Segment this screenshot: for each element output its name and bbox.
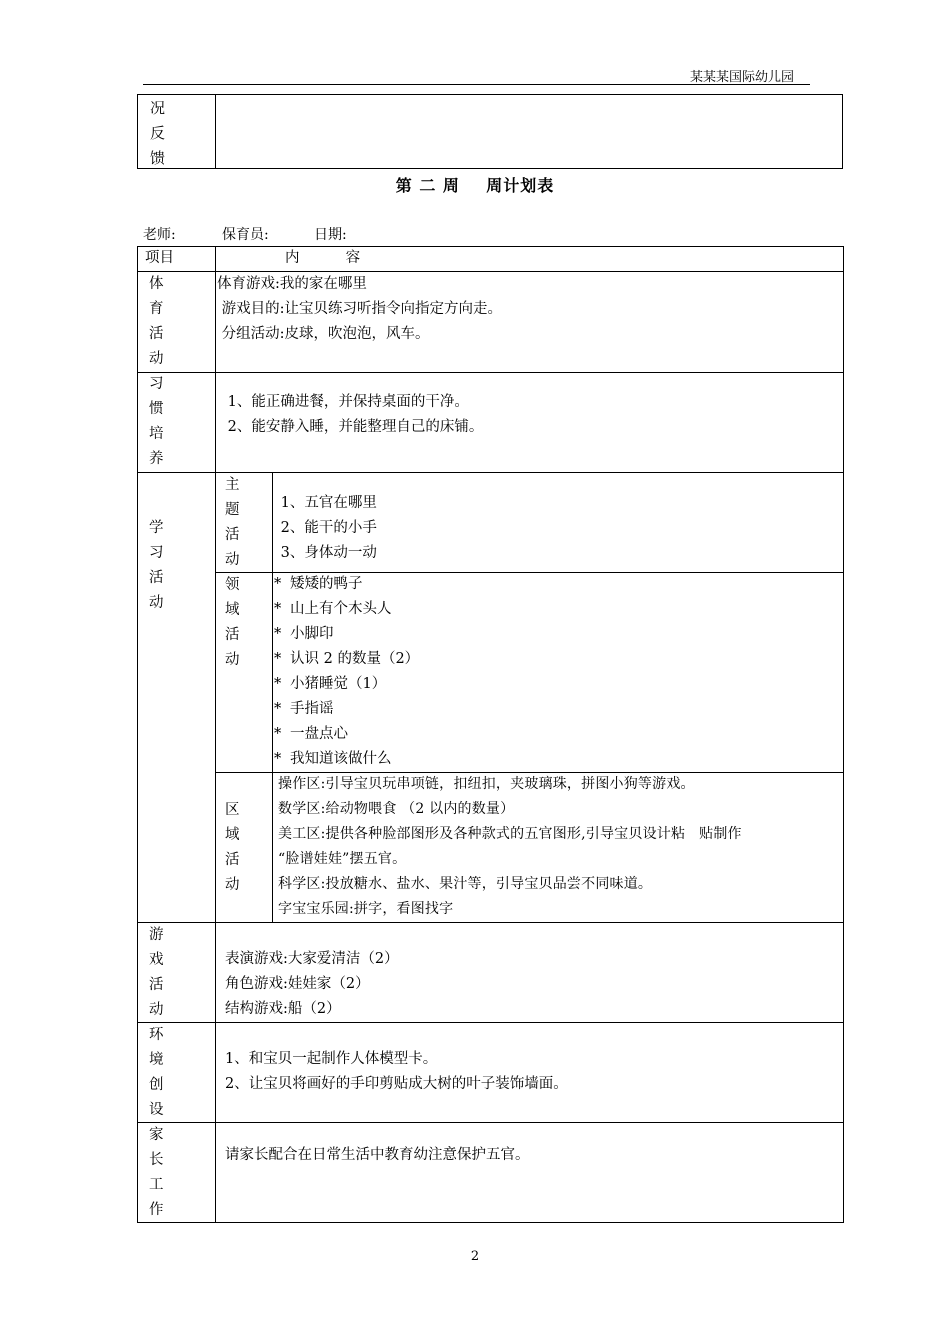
label-char: 环 <box>149 1027 164 1043</box>
list-item <box>274 697 419 722</box>
label-char: 活 <box>225 527 240 543</box>
domain-item: 矮矮的鸭子 <box>290 576 363 592</box>
list-item <box>274 572 419 597</box>
label-char: 育 <box>149 301 164 317</box>
label-char: 体 <box>149 276 164 292</box>
weekly-plan-table <box>137 246 844 1223</box>
bullet-icon: * <box>274 626 282 642</box>
learning-label <box>149 516 164 616</box>
label-char: 反 <box>150 124 166 142</box>
label-char: 游 <box>149 927 164 943</box>
label-char: 戏 <box>149 952 164 968</box>
label-char: 养 <box>149 451 164 467</box>
label-char: 动 <box>225 652 240 668</box>
label-char: 长 <box>149 1152 164 1168</box>
label-char: 主 <box>225 477 240 493</box>
row-divider <box>137 1022 844 1023</box>
area-line: 字宝宝乐园:拼字，看图找字 <box>278 901 454 917</box>
label-char: 学 <box>149 520 164 536</box>
bullet-icon: * <box>274 726 282 742</box>
column-divider <box>215 246 216 1223</box>
parents-label <box>149 1123 164 1223</box>
row-divider <box>137 922 844 923</box>
label-char: 设 <box>149 1102 164 1118</box>
label-char: 况 <box>150 99 166 117</box>
feedback-box <box>137 94 843 169</box>
label-char: 创 <box>149 1077 164 1093</box>
table-border-right <box>843 246 844 1223</box>
game-line: 表演游戏:大家爱清洁（2） <box>225 951 399 967</box>
page-title: 第 二 周 周计划表 <box>395 176 555 195</box>
pe-label <box>149 272 164 372</box>
label-char: 活 <box>149 570 164 586</box>
label-char: 域 <box>225 827 240 843</box>
label-char: 动 <box>149 351 164 367</box>
label-char: 动 <box>149 595 164 611</box>
row-divider <box>137 472 844 473</box>
label-char: 动 <box>225 552 240 568</box>
environment-line: 2、让宝贝将画好的手印剪贴成大树的叶子装饰墙面。 <box>225 1076 568 1092</box>
label-char: 惯 <box>149 401 164 417</box>
label-char: 作 <box>149 1202 164 1218</box>
area-line: “脸谱娃娃”摆五官。 <box>278 851 407 867</box>
area-line: 科学区:投放糖水、盐水、果汁等，引导宝贝品尝不同味道。 <box>278 876 653 892</box>
table-border-top <box>137 246 844 247</box>
parents-line: 请家长配合在日常生活中教育幼注意保护五官。 <box>225 1147 530 1163</box>
teacher-label: 老师: <box>143 227 176 243</box>
domain-item: 山上有个木头人 <box>290 601 392 617</box>
feedback-label <box>150 96 165 171</box>
label-char: 活 <box>225 852 240 868</box>
list-item <box>274 672 419 697</box>
habit-line: 2、能安静入睡，并能整理自己的床铺。 <box>223 419 484 435</box>
habit-label <box>149 372 164 472</box>
area-content <box>278 772 742 922</box>
domain-item: 小猪睡觉（1） <box>290 676 387 692</box>
domain-label <box>225 573 240 673</box>
header-item: 项目 <box>145 250 174 266</box>
domain-item: 认识 2 的数量（2） <box>290 651 420 667</box>
domain-item: 一盘点心 <box>290 726 348 742</box>
environment-line: 1、和宝贝一起制作人体模型卡。 <box>225 1051 438 1067</box>
label-char: 境 <box>149 1052 164 1068</box>
caregiver-label: 保育员: <box>222 227 269 243</box>
theme-line: 2、能干的小手 <box>276 520 377 536</box>
parents-content <box>225 1143 530 1168</box>
area-label <box>225 798 240 898</box>
domain-item: 我知道该做什么 <box>290 751 392 767</box>
label-char: 领 <box>225 577 240 593</box>
list-item <box>274 747 419 772</box>
label-char: 域 <box>225 602 240 618</box>
header-content: 内 容 <box>285 250 361 266</box>
domain-item: 手指谣 <box>290 701 334 717</box>
label-char: 工 <box>149 1177 164 1193</box>
bullet-icon: * <box>274 576 282 592</box>
habit-content <box>223 390 483 440</box>
label-char: 动 <box>225 877 240 893</box>
subcolumn-divider <box>272 472 273 922</box>
area-line: 美工区:提供各种脸部图形及各种款式的五官图形,引导宝贝设计粘 贴制作 <box>278 826 742 842</box>
label-char: 区 <box>225 802 240 818</box>
environment-label <box>149 1023 164 1123</box>
environment-content <box>225 1047 568 1097</box>
game-line: 结构游戏:船（2） <box>225 1001 341 1017</box>
label-char: 习 <box>149 376 164 392</box>
pe-line: 体育游戏:我的家在哪里 <box>217 276 367 292</box>
label-char: 培 <box>149 426 164 442</box>
table-border-left <box>137 246 138 1223</box>
habit-line: 1、能正确进餐，并保持桌面的干净。 <box>223 394 469 410</box>
label-char: 习 <box>149 545 164 561</box>
label-char: 家 <box>149 1127 164 1143</box>
game-label <box>149 923 164 1023</box>
game-content <box>225 947 399 1022</box>
domain-item: 小脚印 <box>290 626 334 642</box>
bullet-icon: * <box>274 701 282 717</box>
list-item <box>274 622 419 647</box>
row-divider <box>137 372 844 373</box>
label-char: 活 <box>149 326 164 342</box>
list-item <box>274 597 419 622</box>
pe-line: 分组活动:皮球，吹泡泡，风车。 <box>217 326 430 342</box>
school-header: 某某某国际幼儿园 <box>690 70 795 85</box>
feedback-divider <box>215 95 216 168</box>
area-line: 操作区:引导宝贝玩串项链，扣纽扣，夹玻璃珠，拼图小狗等游戏。 <box>278 776 695 792</box>
domain-content <box>274 572 419 772</box>
list-item <box>274 647 419 672</box>
game-line: 角色游戏:娃娃家（2） <box>225 976 370 992</box>
bullet-icon: * <box>274 601 282 617</box>
pe-content <box>217 272 502 347</box>
theme-line: 1、五官在哪里 <box>276 495 377 511</box>
page-number: 2 <box>470 1249 480 1264</box>
pe-line: 游戏目的:让宝贝练习听指令向指定方向走。 <box>217 301 502 317</box>
theme-label <box>225 473 240 573</box>
theme-line: 3、身体动一动 <box>276 545 377 561</box>
label-char: 题 <box>225 502 240 518</box>
header-rule <box>143 84 810 85</box>
bullet-icon: * <box>274 651 282 667</box>
row-divider <box>137 1122 844 1123</box>
label-char: 馈 <box>150 149 166 167</box>
table-border-bottom <box>137 1222 844 1223</box>
list-item <box>274 722 419 747</box>
label-char: 活 <box>149 977 164 993</box>
label-char: 动 <box>149 1002 164 1018</box>
area-line: 数学区:给动物喂食 （2 以内的数量） <box>278 801 515 817</box>
bullet-icon: * <box>274 751 282 767</box>
bullet-icon: * <box>274 676 282 692</box>
label-char: 活 <box>225 627 240 643</box>
theme-content <box>276 491 377 566</box>
date-label: 日期: <box>314 227 347 243</box>
